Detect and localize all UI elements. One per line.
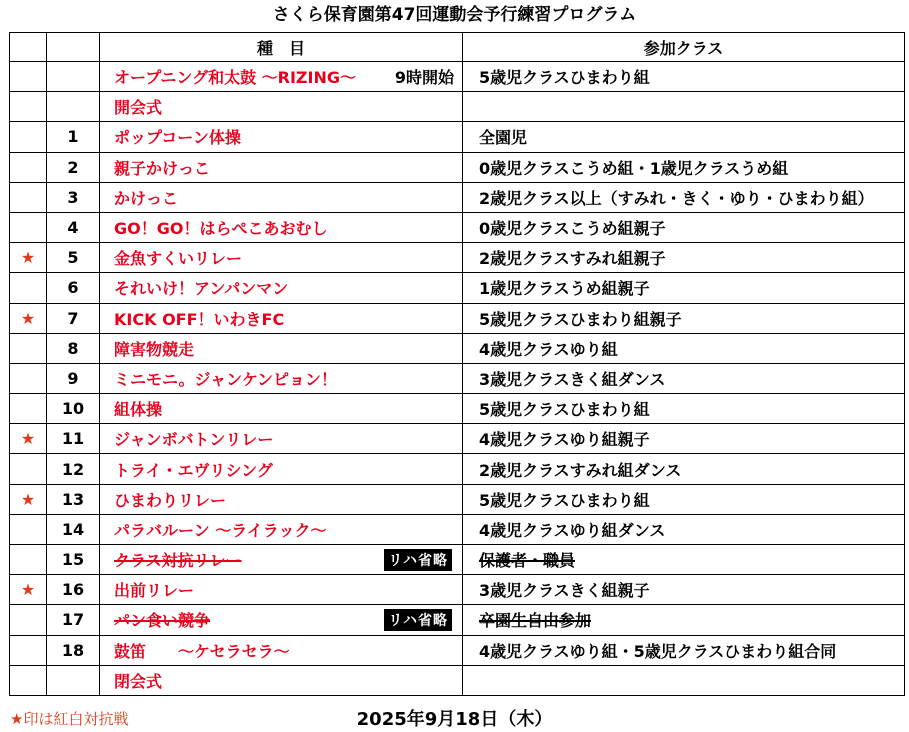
event-name <box>114 397 462 420</box>
event-cell <box>100 454 463 484</box>
star-mark-cell <box>10 394 47 424</box>
event-name <box>114 307 462 330</box>
participant-class <box>463 92 905 122</box>
event-cell <box>100 394 463 424</box>
table-row <box>10 514 905 544</box>
event-name-text: パラバルーン ～ライラック～ <box>114 520 327 540</box>
event-name-text: ミニモニ。ジャンケンピョン！ <box>114 369 338 389</box>
participant-class <box>463 545 905 575</box>
program-number: 5 <box>47 243 100 273</box>
program-number: 17 <box>47 605 100 635</box>
star-mark-cell <box>10 182 47 212</box>
participant-class-text: 3歳児クラスきく組ダンス <box>479 369 666 389</box>
program-number <box>47 92 100 122</box>
participant-class <box>463 152 905 182</box>
event-name <box>114 125 462 148</box>
event-cell <box>100 484 463 514</box>
event-name-text: ひまわりリレー <box>114 490 227 510</box>
table-row <box>10 635 905 665</box>
star-mark-cell <box>10 273 47 303</box>
star-mark-cell <box>10 333 47 363</box>
star-mark-cell: ★ <box>10 243 47 273</box>
table-row <box>10 394 905 424</box>
participant-class <box>463 484 905 514</box>
event-name-text: GO！GO！はらぺこあおむし <box>114 219 328 239</box>
star-mark-cell <box>10 635 47 665</box>
rehearsal-omitted-badge: リハ省略 <box>384 609 452 631</box>
event-cell <box>100 575 463 605</box>
program-number: 11 <box>47 424 100 454</box>
event-name-text: 出前リレー <box>114 581 195 601</box>
participant-class <box>463 333 905 363</box>
participant-class <box>463 394 905 424</box>
program-number: 7 <box>47 303 100 333</box>
event-name <box>114 186 462 209</box>
event-name-text: 閉会式 <box>114 671 163 691</box>
event-cell <box>100 605 463 635</box>
event-name <box>114 276 462 299</box>
participant-class-text: 保護者・職員 <box>479 551 576 571</box>
header-num-cell <box>47 33 100 62</box>
event-name-text: 組体操 <box>114 400 163 420</box>
table-row <box>10 484 905 514</box>
participant-class <box>463 665 905 695</box>
program-table <box>9 32 905 696</box>
participant-class-text: 4歳児クラスゆり組 <box>479 339 618 359</box>
participant-class <box>463 122 905 152</box>
table-row <box>10 454 905 484</box>
event-cell <box>100 273 463 303</box>
program-number: 18 <box>47 635 100 665</box>
event-name-text: それいけ！アンパンマン <box>114 279 289 299</box>
table-row <box>10 605 905 635</box>
participant-class-text: 5歳児クラスひまわり組 <box>479 68 650 88</box>
participant-class-text: 全園児 <box>479 128 528 148</box>
event-cell <box>100 303 463 333</box>
event-name <box>114 216 462 239</box>
rehearsal-omitted-badge: リハ省略 <box>384 549 452 571</box>
participant-class <box>463 454 905 484</box>
event-cell <box>100 545 463 575</box>
table-row <box>10 575 905 605</box>
event-cell <box>100 243 463 273</box>
event-cell <box>100 92 463 122</box>
event-name <box>114 65 395 88</box>
footer-note: ★印は紅白対抗戦 <box>10 710 129 728</box>
program-number: 1 <box>47 122 100 152</box>
participant-class <box>463 575 905 605</box>
participant-class <box>463 212 905 242</box>
participant-class-text: 2歳児クラスすみれ組親子 <box>479 249 666 269</box>
event-cell <box>100 514 463 544</box>
event-name-text: 障害物競走 <box>114 339 195 359</box>
event-cell <box>100 122 463 152</box>
event-name-text: 開会式 <box>114 98 163 118</box>
participant-class <box>463 424 905 454</box>
event-name <box>114 518 462 541</box>
event-name <box>114 669 462 692</box>
star-mark-cell: ★ <box>10 303 47 333</box>
participant-class-text: 4歳児クラスゆり組ダンス <box>479 520 666 540</box>
program-number: 15 <box>47 545 100 575</box>
event-cell <box>100 424 463 454</box>
program-number: 2 <box>47 152 100 182</box>
program-number: 16 <box>47 575 100 605</box>
participant-class-text: 卒園生自由参加 <box>479 611 592 631</box>
participant-class-text: 0歳児クラスこうめ組親子 <box>479 219 666 239</box>
participant-class-text: 2歳児クラスすみれ組ダンス <box>479 460 682 480</box>
star-mark-cell <box>10 212 47 242</box>
program-number: 10 <box>47 394 100 424</box>
start-time: 9時開始 <box>394 68 454 88</box>
star-mark-cell: ★ <box>10 575 47 605</box>
event-name-text: トライ・エヴリシング <box>114 460 273 480</box>
star-mark-cell <box>10 454 47 484</box>
event-name <box>114 639 462 662</box>
program-number <box>47 62 100 92</box>
program-number <box>47 665 100 695</box>
table-row <box>10 545 905 575</box>
header-star-cell <box>10 33 47 62</box>
event-name-text: ジャンボバトンリレー <box>114 430 274 450</box>
star-mark-cell <box>10 363 47 393</box>
page-title: さくら保育園第47回運動会予行練習プログラム <box>272 5 637 25</box>
event-name-text: かけっこ <box>114 188 179 208</box>
event-name-text: パン食い競争 <box>114 611 211 631</box>
event-name-text: オープニング和太鼓 ～RIZING～ <box>114 68 357 88</box>
table-row <box>10 122 905 152</box>
star-mark-cell <box>10 152 47 182</box>
event-name <box>114 367 462 390</box>
event-name <box>114 608 384 631</box>
event-name-text: 親子かけっこ <box>114 158 211 178</box>
participant-class-text: 5歳児クラスひまわり組 <box>479 490 650 510</box>
header-event: 種 目 <box>100 33 463 62</box>
event-name <box>114 488 462 511</box>
table-row <box>10 424 905 454</box>
event-name <box>114 156 462 179</box>
participant-class <box>463 243 905 273</box>
table-row <box>10 303 905 333</box>
program-number: 8 <box>47 333 100 363</box>
table-row <box>10 212 905 242</box>
star-mark-cell <box>10 122 47 152</box>
event-name-text: ポップコーン体操 <box>114 128 241 148</box>
participant-class-text: 5歳児クラスひまわり組親子 <box>479 309 682 329</box>
program-number: 6 <box>47 273 100 303</box>
program-number: 9 <box>47 363 100 393</box>
event-name-text: 鼓笛 ～ケセラセラ～ <box>114 641 290 661</box>
participant-class <box>463 635 905 665</box>
event-name <box>114 458 462 481</box>
participant-class <box>463 303 905 333</box>
event-name <box>114 95 462 118</box>
star-mark-cell <box>10 665 47 695</box>
table-row <box>10 243 905 273</box>
table-row <box>10 62 905 92</box>
participant-class-text: 0歳児クラスこうめ組・1歳児クラスうめ組 <box>479 158 789 178</box>
event-cell <box>100 182 463 212</box>
participant-class <box>463 273 905 303</box>
table-row <box>10 665 905 695</box>
event-name <box>114 548 384 571</box>
participant-class-text: 2歳児クラス以上（すみれ・きく・ゆり・ひまわり組） <box>479 188 874 208</box>
event-name <box>114 337 462 360</box>
program-number: 4 <box>47 212 100 242</box>
footer-date: 2025年9月18日（木） <box>356 709 553 730</box>
program-number: 3 <box>47 182 100 212</box>
star-mark-cell <box>10 545 47 575</box>
event-cell <box>100 635 463 665</box>
program-number: 14 <box>47 514 100 544</box>
star-mark-cell: ★ <box>10 424 47 454</box>
event-name-text: クラス対抗リレー <box>114 551 242 571</box>
table-row <box>10 333 905 363</box>
program-number: 13 <box>47 484 100 514</box>
star-mark-cell <box>10 514 47 544</box>
event-name-text: 金魚すくいリレー <box>114 249 243 269</box>
participant-class-text: 4歳児クラスゆり組親子 <box>479 430 650 450</box>
event-cell <box>100 665 463 695</box>
event-name <box>114 578 462 601</box>
table-row <box>10 182 905 212</box>
participant-class-text: 1歳児クラスうめ組親子 <box>479 279 650 299</box>
table-header-row <box>10 33 905 62</box>
header-class: 参加クラス <box>463 33 905 62</box>
star-mark-cell <box>10 605 47 635</box>
table-row <box>10 363 905 393</box>
star-mark-cell <box>10 92 47 122</box>
star-mark-cell <box>10 62 47 92</box>
event-cell <box>100 152 463 182</box>
table-row <box>10 92 905 122</box>
table-row <box>10 152 905 182</box>
event-name-text: KICK OFF！いわきFC <box>114 309 285 329</box>
event-cell <box>100 62 463 92</box>
participant-class <box>463 62 905 92</box>
program-number: 12 <box>47 454 100 484</box>
event-cell <box>100 333 463 363</box>
participant-class-text: 4歳児クラスゆり組・5歳児クラスひまわり組合同 <box>479 641 837 661</box>
table-row <box>10 273 905 303</box>
event-cell <box>100 363 463 393</box>
participant-class <box>463 605 905 635</box>
participant-class <box>463 514 905 544</box>
participant-class-text: 5歳児クラスひまわり組 <box>479 400 650 420</box>
event-cell <box>100 212 463 242</box>
participant-class <box>463 182 905 212</box>
star-mark-cell: ★ <box>10 484 47 514</box>
event-name <box>114 246 462 269</box>
event-name <box>114 427 462 450</box>
participant-class <box>463 363 905 393</box>
participant-class-text: 3歳児クラスきく組親子 <box>479 581 650 601</box>
